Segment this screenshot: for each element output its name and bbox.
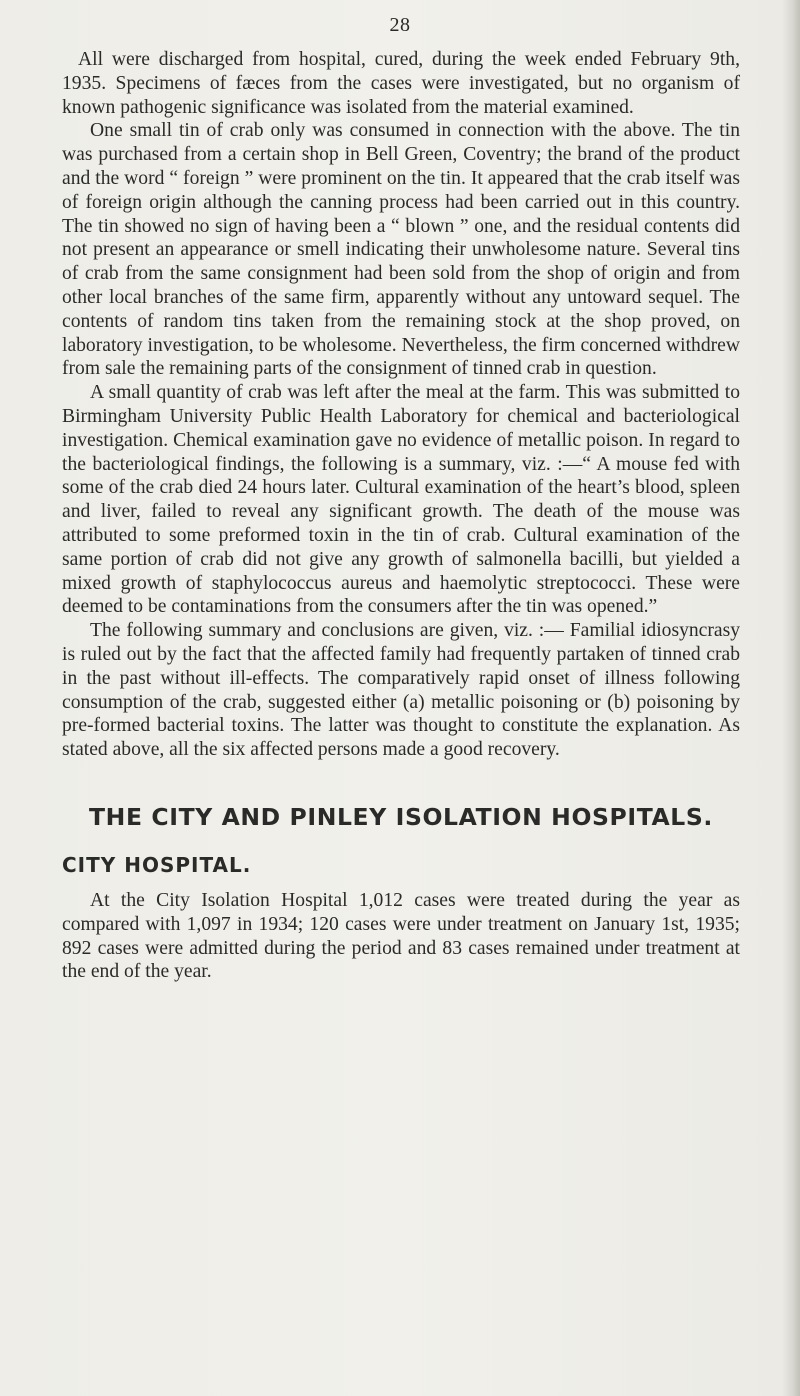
- paragraph-city-hospital: At the City Isolation Hospital 1,012 cases were treated during the year as compared with 1,097 in 1934; 120 cases were under treatment on January 1st, 1935; 892 cases were admitted during the period and 83 cases remained under treatment at the end of the year.: [62, 889, 740, 983]
- section-heading: THE CITY AND PINLEY ISOLATION HOSPITALS.: [89, 802, 713, 831]
- page-number: 28: [389, 14, 411, 36]
- page-body: [62, 48, 740, 984]
- sub-heading-city-hospital: CITY HOSPITAL.: [62, 852, 252, 877]
- paragraph-tin-of-crab: One small tin of crab only was consumed in connection with the above. The tin was purchased from a certain shop in Bell Green, Coventry; the brand of the product and the word “ foreign ” were prominent on the tin. It appeared that the crab itself was of foreign origin although the canning process had been carried out in this country. The tin showed no sign of having been a “ blown ” one, and the residual contents did not present an appearance or smell indicating their unwholesome nature. Several tins of crab from the same consignment had been sold from the shop of origin and from other local branches of the same firm, apparently without any untoward sequel. The contents of random tins taken from the remaining stock at the shop proved, on laboratory investigation, to be wholesome. Nevertheless, the firm concerned withdrew from sale the remaining parts of the consignment of tinned crab in question.: [62, 120, 740, 380]
- paragraph-laboratory-findings: A small quantity of crab was left after the meal at the farm. This was submitted to Birmingham University Public Health Laboratory for chemical and bacteriological investigation. Chemical examination gave no evidence of metallic poison. In regard to the bacteriological findings, the following is a summary, viz. :—“ A mouse fed with some of the crab died 24 hours later. Cultural examination of the heart’s blood, spleen and liver, failed to reveal any significant growth. The death of the mouse was attributed to some preformed toxin in the tin of crab. Cultural examination of the same portion of crab did not give any growth of salmonella bacilli, but yielded a mixed growth of staphylococcus aureus and haemolytic streptococci. These were deemed to be contaminations from the consumers after the tin was opened.”: [62, 382, 740, 618]
- paragraph-discharge: All were discharged from hospital, cured, during the week ended February 9th, 1935. Specimens of fæces from the cases were investigated, but no organism of known pathogenic significance was isolated from the material examined.: [62, 49, 740, 118]
- paragraph-summary-conclusions: The following summary and conclusions are given, viz. :— Familial idiosyncrasy is ruled out by the fact that the affected family had frequently partaken of tinned crab in the past without ill-effects. The comparatively rapid onset of illness following consumption of the crab, suggested either (a) metallic poisoning or (b) poisoning by pre-formed bacterial toxins. The latter was thought to constitute the explanation. As stated above, all the six affected persons made a good recovery.: [62, 620, 740, 761]
- page-edge-shadow: [782, 0, 800, 1396]
